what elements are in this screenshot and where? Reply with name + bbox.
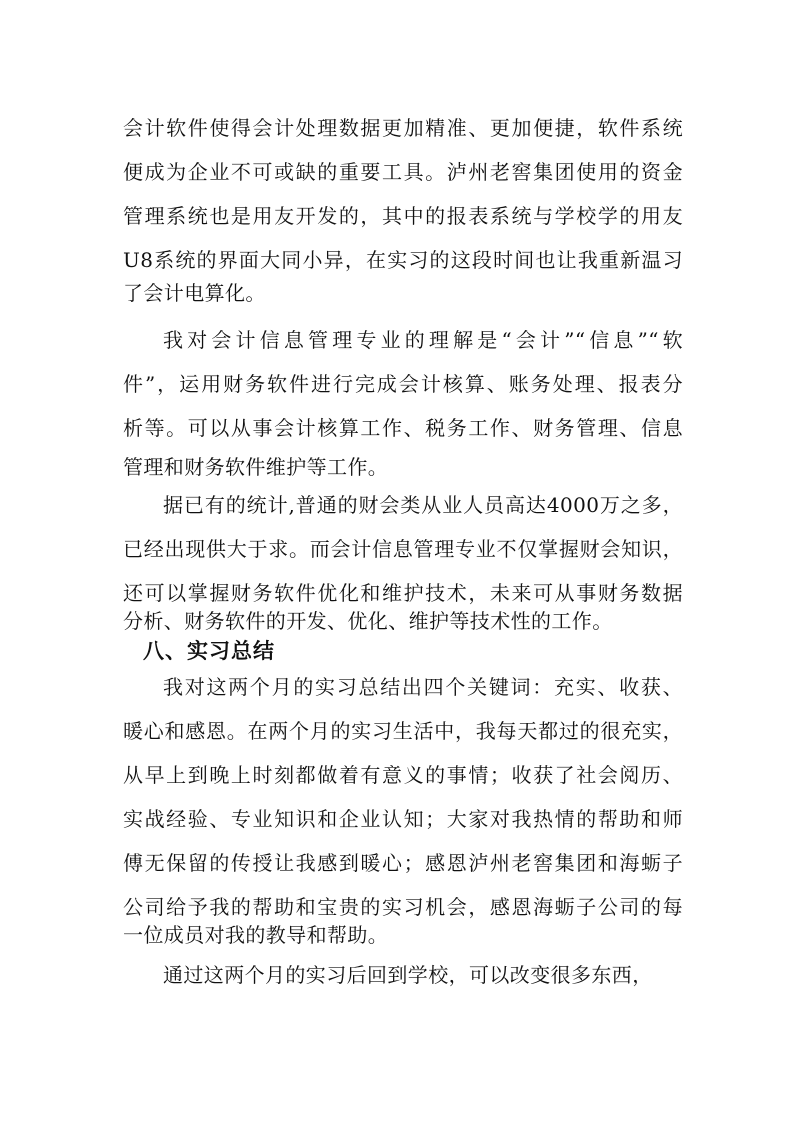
text-line: 还可以掌握财务软件优化和维护技术，未来可从事财务数据 bbox=[123, 581, 683, 605]
text-line: 从早上到晚上时刻都做着有意义的事情；收获了社会阅历、 bbox=[123, 763, 683, 787]
text-line: 实战经验、专业知识和企业认知；大家对我热情的帮助和师 bbox=[123, 807, 683, 831]
text-line: 我对会计信息管理专业的理解是“会计”“信息”“软 bbox=[163, 328, 683, 352]
text-line: 便成为企业不可或缺的重要工具。泸州老窖集团使用的资金 bbox=[123, 160, 683, 184]
text-line: 管理系统也是用友开发的，其中的报表系统与学校学的用友 bbox=[123, 204, 683, 228]
text-line: 一位成员对我的教导和帮助。 bbox=[123, 923, 389, 947]
text-line: 会计软件使得会计处理数据更加精准、更加便捷，软件系统 bbox=[123, 116, 683, 140]
text-line: 件”，运用财务软件进行完成会计核算、账务处理、报表分 bbox=[123, 372, 683, 396]
text-line: 通过这两个月的实习后回到学校，可以改变很多东西， bbox=[163, 963, 653, 987]
text-line: 据已有的统计,普通的财会类从业人员高达4000万之多， bbox=[163, 493, 683, 517]
section-heading: 八、实习总结 bbox=[143, 639, 275, 663]
text-line: 分析、财务软件的开发、优化、维护等技术性的工作。 bbox=[123, 609, 613, 633]
text-line: U8系统的界面大同小异，在实习的这段时间也让我重新温习 bbox=[123, 248, 683, 272]
text-line: 傅无保留的传授让我感到暖心；感恩泸州老窖集团和海蛎子 bbox=[123, 851, 683, 875]
text-line: 公司给予我的帮助和宝贵的实习机会，感恩海蛎子公司的每 bbox=[123, 895, 683, 919]
text-line: 管理和财务软件维护等工作。 bbox=[123, 455, 389, 479]
text-line: 暖心和感恩。在两个月的实习生活中，我每天都过的很充实， bbox=[123, 719, 683, 743]
text-line: 析等。可以从事会计核算工作、税务工作、财务管理、信息 bbox=[123, 416, 683, 440]
text-line: 我对这两个月的实习总结出四个关键词：充实、收获、 bbox=[163, 675, 683, 699]
text-line: 了会计电算化。 bbox=[123, 281, 266, 305]
text-line: 已经出现供大于求。而会计信息管理专业不仅掌握财会知识， bbox=[123, 537, 683, 561]
